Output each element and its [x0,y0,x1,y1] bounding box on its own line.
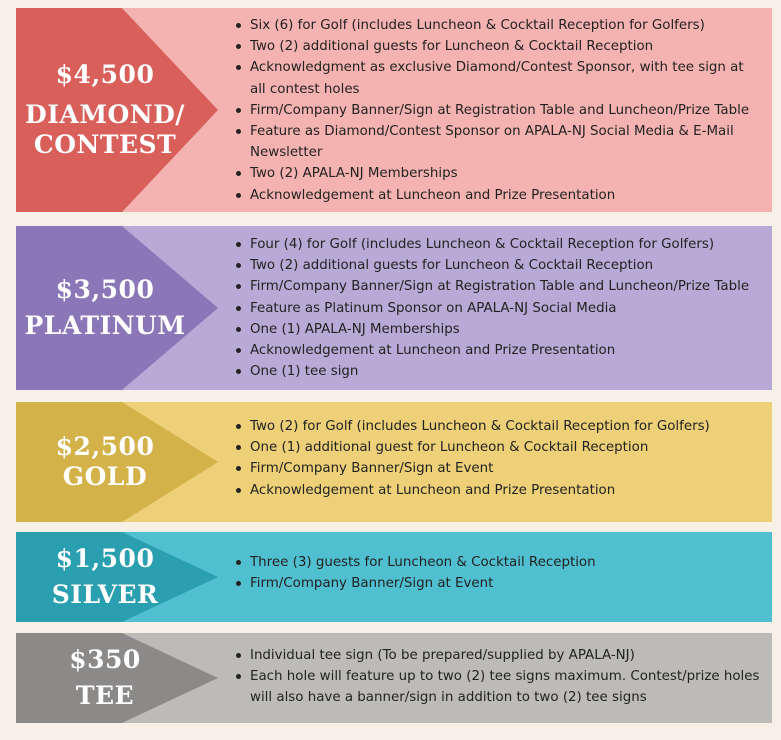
tier-gold [16,402,772,522]
benefit-item: Feature as Diamond/Contest Sponsor on APALA-NJ Social Media & E-Mail Newsletter [236,121,760,163]
benefit-item: Acknowledgement at Luncheon and Prize Presentation [236,480,760,501]
tier-diamond-contest [16,8,772,212]
tier-price: $3,500 [55,275,155,304]
tier-benefits-list [236,552,760,594]
benefit-item: One (1) APALA-NJ Memberships [236,319,760,340]
tier-benefits-list [236,645,760,709]
benefit-item: Acknowledgment as exclusive Diamond/Contest Sponsor, with tee sign at all contest holes [236,57,760,99]
tier-tee [16,633,772,723]
tier-name: TEE [75,681,135,710]
benefit-item: Feature as Platinum Sponsor on APALA-NJ Social Media [236,298,760,319]
tier-name: PLATINUM [24,311,186,340]
tier-label [16,532,194,622]
tier-label [16,226,194,390]
tier-price: $4,500 [55,60,155,89]
tier-name-line2: CONTEST [33,130,177,159]
tier-benefits-list [236,416,760,501]
tier-label [16,8,194,212]
benefit-item: Acknowledgement at Luncheon and Prize Presentation [236,185,760,206]
tier-price: $2,500 [55,432,155,461]
tier-name: SILVER [51,580,159,609]
tier-price: $350 [69,645,141,674]
tier-benefits-list [236,15,760,206]
benefit-item: Firm/Company Banner/Sign at Event [236,458,760,479]
tier-label [16,633,194,723]
tier-name: GOLD [62,462,148,491]
benefit-item: Two (2) additional guests for Luncheon & Cocktail Reception [236,36,760,57]
benefit-item: Firm/Company Banner/Sign at Registration Table and Luncheon/Prize Table [236,100,760,121]
benefit-item: Acknowledgement at Luncheon and Prize Presentation [236,340,760,361]
benefit-item: Firm/Company Banner/Sign at Registration Table and Luncheon/Prize Table [236,276,760,297]
benefit-item: One (1) tee sign [236,361,760,382]
tier-benefits-list [236,234,760,382]
benefit-item: Six (6) for Golf (includes Luncheon & Cocktail Reception for Golfers) [236,15,760,36]
tier-label [16,402,194,522]
tier-price: $1,500 [55,544,155,573]
benefit-item: One (1) additional guest for Luncheon & Cocktail Reception [236,437,760,458]
tier-platinum [16,226,772,390]
benefit-item: Two (2) for Golf (includes Luncheon & Cocktail Reception for Golfers) [236,416,760,437]
benefit-item: Four (4) for Golf (includes Luncheon & Cocktail Reception for Golfers) [236,234,760,255]
benefit-item: Three (3) guests for Luncheon & Cocktail Reception [236,552,760,573]
benefit-item: Two (2) additional guests for Luncheon & Cocktail Reception [236,255,760,276]
benefit-item: Each hole will feature up to two (2) tee signs maximum. Contest/prize holes will also have a banner/sign in addition to two (2) tee signs [236,666,760,708]
tier-silver [16,532,772,622]
benefit-item: Two (2) APALA-NJ Memberships [236,163,760,184]
benefit-item: Individual tee sign (To be prepared/supplied by APALA-NJ) [236,645,760,666]
tier-name: DIAMOND/ [25,100,185,129]
benefit-item: Firm/Company Banner/Sign at Event [236,573,760,594]
